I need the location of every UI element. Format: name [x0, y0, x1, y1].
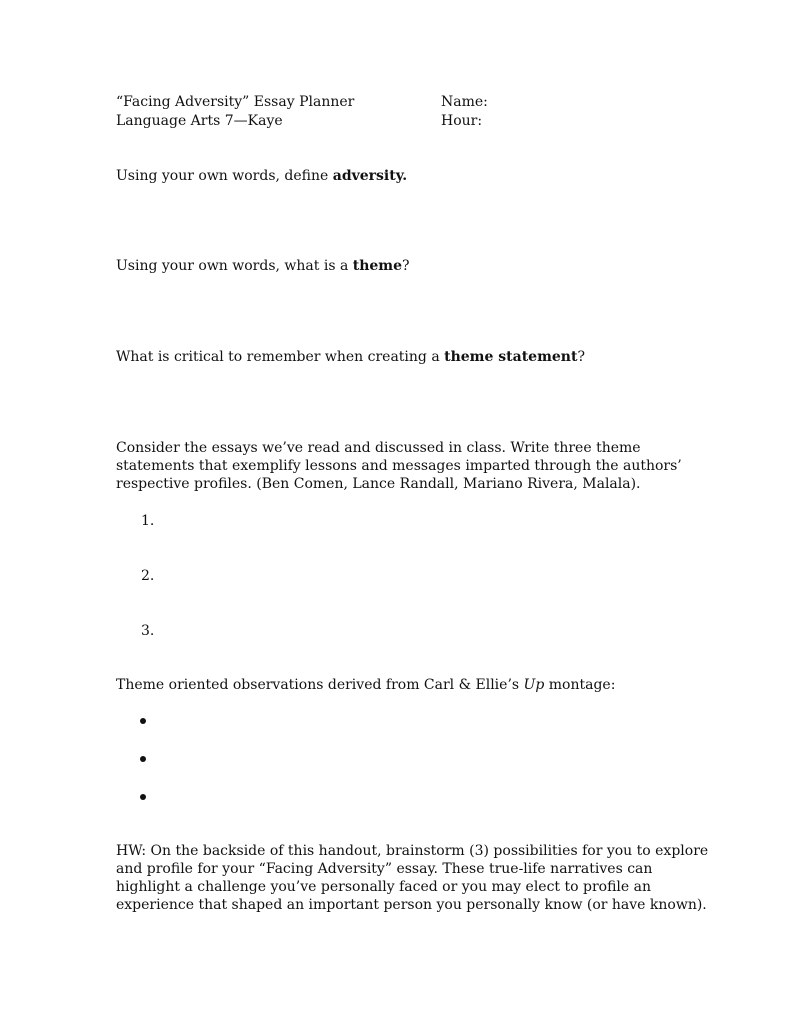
bullet-icon: [140, 756, 146, 762]
question-text: Using your own words, define: [116, 168, 333, 184]
hw-line-2: and profile for your “Facing Adversity” essay. These true-life narratives can: [116, 861, 653, 877]
prompt-text: Theme oriented observations derived from Carl & Ellie’s: [116, 677, 524, 693]
consider-line-1: Consider the essays we’ve read and discussed in class. Write three theme: [116, 440, 641, 456]
list-item-number: 1.: [141, 513, 155, 529]
key-term: adversity.: [332, 168, 408, 184]
course-label: Language Arts 7—Kaye: [116, 113, 283, 129]
question-text: Using your own words, what is a: [116, 258, 353, 274]
hw-line-4: experience that shaped an important person you personally know (or have known).: [116, 897, 707, 913]
montage-prompt: [116, 676, 615, 694]
hw-line-1: HW: On the backside of this handout, brainstorm (3) possibilities for you to explore: [116, 843, 709, 859]
bullet-icon: [140, 718, 146, 724]
key-term: theme statement: [444, 349, 578, 365]
question-adversity: [116, 167, 407, 185]
consider-line-3: respective profiles. (Ben Comen, Lance Randall, Mariano Rivera, Malala).: [116, 476, 641, 492]
hw-line-3: highlight a challenge you’ve personally faced or you may elect to profile an: [116, 879, 652, 895]
question-theme-statement: [116, 348, 585, 366]
list-item-number: 2.: [141, 568, 155, 584]
prompt-text-end: montage:: [544, 677, 616, 693]
question-mark: ?: [402, 258, 410, 274]
list-item-number: 3.: [141, 623, 155, 639]
key-term: theme: [352, 258, 403, 274]
film-title: Up: [523, 677, 545, 693]
hour-label: Hour:: [441, 113, 483, 129]
worksheet-title: “Facing Adversity” Essay Planner: [116, 94, 355, 110]
question-theme: [116, 257, 410, 275]
question-text: What is critical to remember when creating a: [116, 349, 445, 365]
name-label: Name:: [441, 94, 488, 110]
question-mark: ?: [577, 349, 585, 365]
bullet-icon: [140, 794, 146, 800]
consider-line-2: statements that exemplify lessons and messages imparted through the authors’: [116, 458, 682, 474]
